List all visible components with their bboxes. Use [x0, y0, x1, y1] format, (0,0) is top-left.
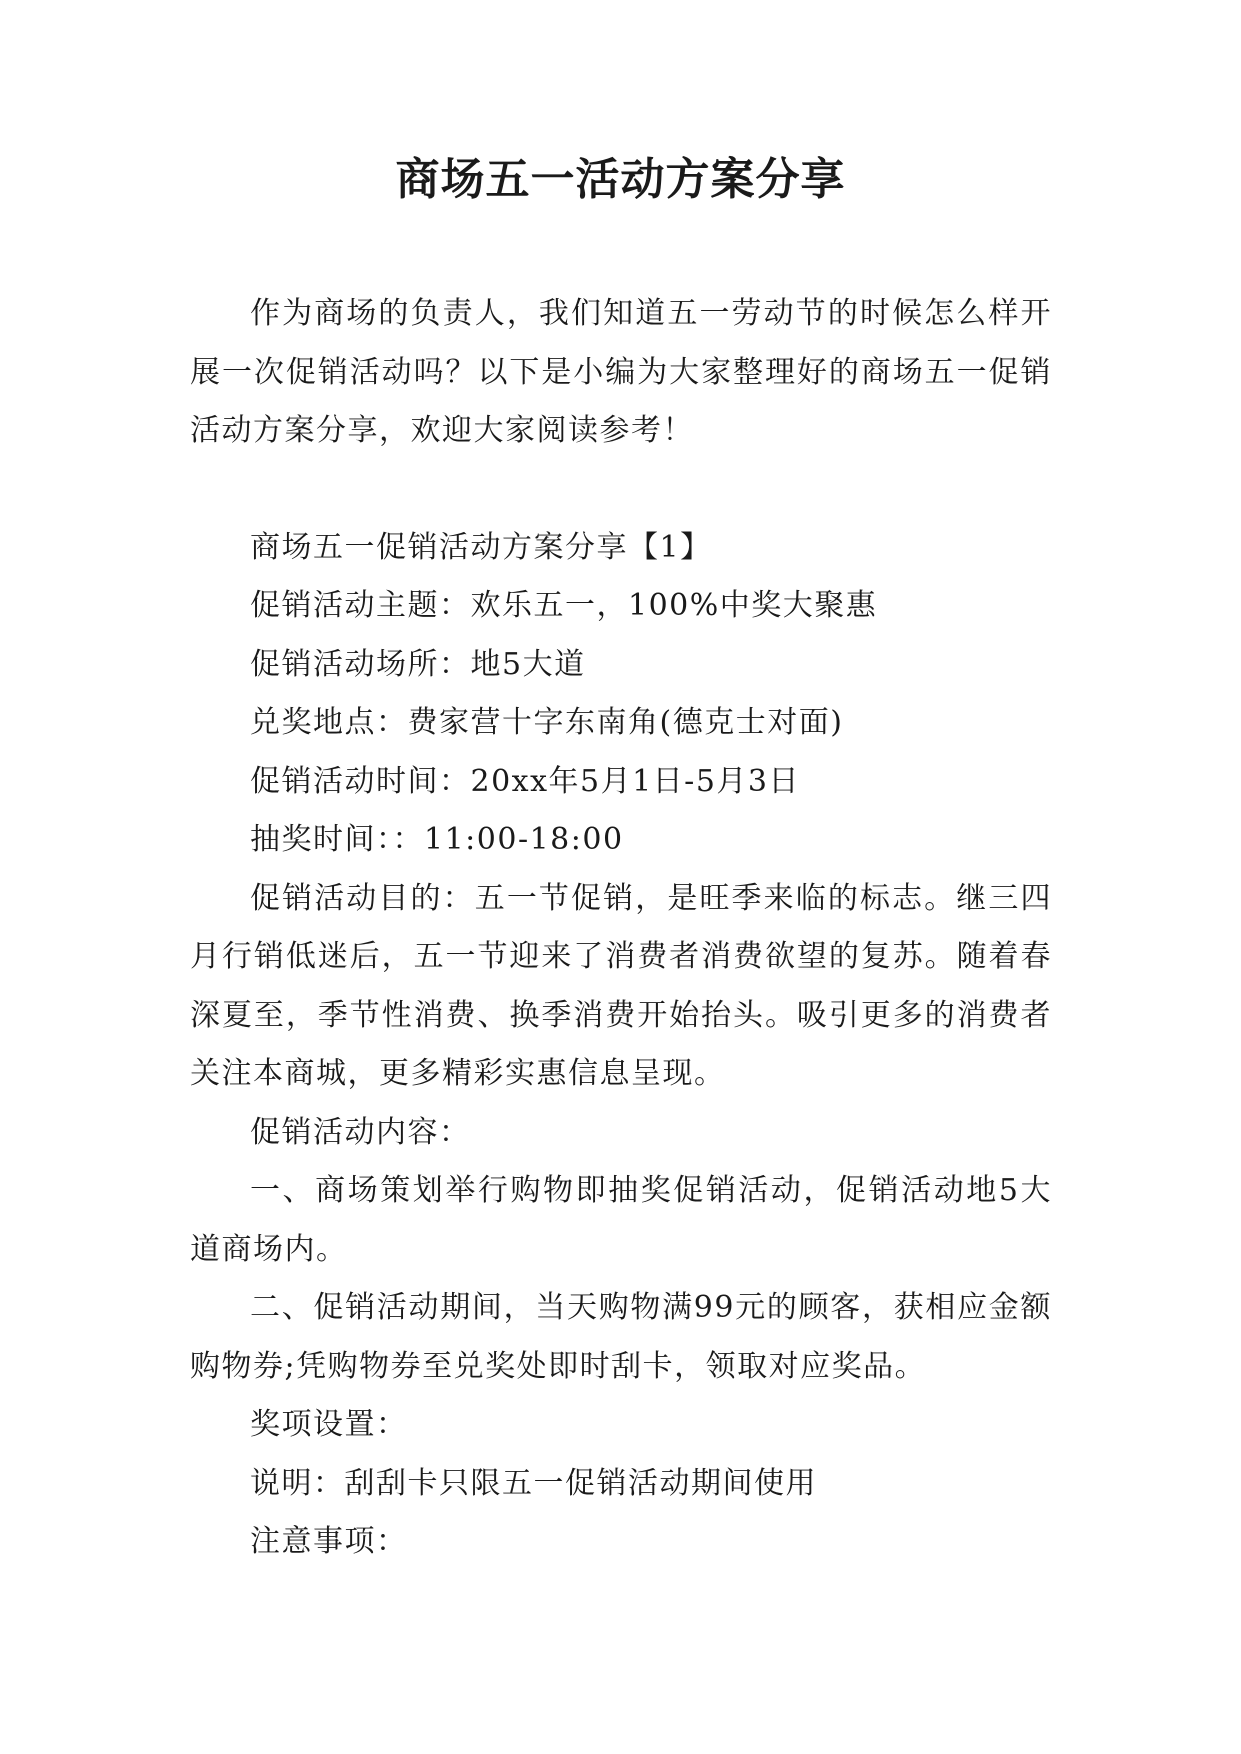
- promo-time: 促销活动时间：20xx年5月1日-5月3日: [250, 763, 800, 799]
- intro-paragraph: 作为商场的负责人，我们知道五一劳动节的时候怎么样开展一次促销活动吗？以下是小编为大家整理好的商场五一促销活动方案分享，欢迎大家阅读参考！: [190, 296, 1052, 448]
- promo-content-item-2: 二、促销活动期间，当天购物满99元的顾客，获相应金额购物券;凭购物券至兑奖处即时刮卡，领取对应奖品。: [190, 1290, 1052, 1384]
- promo-theme: 促销活动主题：欢乐五一，100%中奖大聚惠: [250, 588, 878, 623]
- lottery-time: 抽奖时间：：11:00-18:00: [250, 822, 624, 857]
- document-title: 商场五一活动方案分享: [395, 154, 846, 205]
- document-body: [190, 285, 1052, 1572]
- promo-content-heading: 促销活动内容：: [250, 1114, 471, 1150]
- prize-settings-heading: 奖项设置：: [250, 1407, 408, 1442]
- redemption-location: 兑奖地点：费家营十字东南角(德克士对面): [250, 705, 844, 740]
- promo-content-item-1: 一、商场策划举行购物即抽奖促销活动，促销活动地5大道商场内。: [190, 1173, 1052, 1267]
- notes-heading: 注意事项：: [250, 1524, 408, 1559]
- promo-venue: 促销活动场所：地5大道: [250, 646, 586, 682]
- section-heading: 商场五一促销活动方案分享【1】: [250, 529, 712, 565]
- scratch-card-note: 说明：刮刮卡只限五一促销活动期间使用: [250, 1465, 817, 1501]
- promo-purpose: 促销活动目的：五一节促销，是旺季来临的标志。继三四月行销低迷后，五一节迎来了消费者消费欲望的复苏。随着春深夏至，季节性消费、换季消费开始抬头。吸引更多的消费者关注本商城，更多精彩实惠信息呈现。: [190, 880, 1052, 1091]
